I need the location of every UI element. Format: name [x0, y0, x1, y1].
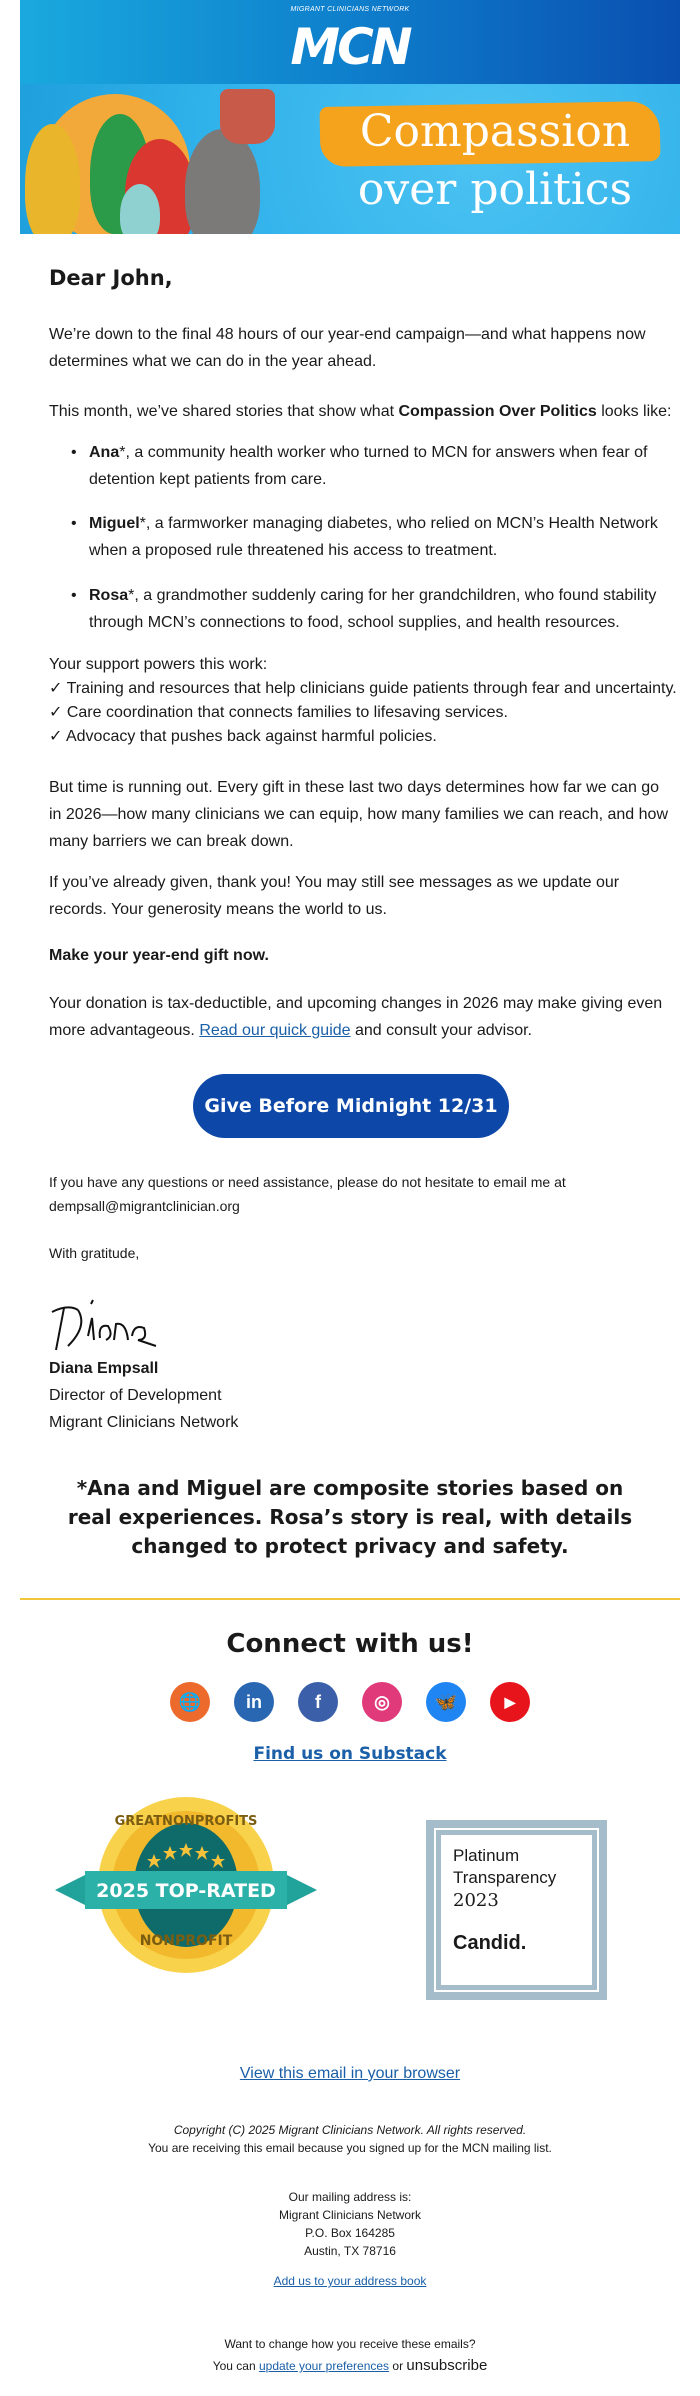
- candid-line1: Platinum: [453, 1846, 520, 1865]
- check-item: ✓ Advocacy that pushes back against harmful policies.: [49, 728, 437, 745]
- list-item: [89, 439, 674, 493]
- footnote: *Ana and Miguel are composite stories based on real experiences. Rosa’s story is real, with details changed to protect privacy and safety.: [67, 1476, 633, 1558]
- mcn-logo[interactable]: MCN: [290, 18, 410, 76]
- receiving-notice: You are receiving this email because you signed up for the MCN mailing list.: [148, 2141, 552, 2155]
- text: looks like:: [596, 403, 672, 420]
- candid-line2: Transparency: [453, 1868, 557, 1887]
- youtube-icon[interactable]: ▶: [490, 1682, 530, 1722]
- make-gift-heading: Make your year-end gift now.: [49, 947, 269, 964]
- divider: [20, 1598, 680, 1600]
- address-line: P.O. Box 164285: [305, 2226, 395, 2240]
- copyright: Copyright (C) 2025 Migrant Clinicians Network. All rights reserved.: [173, 2123, 527, 2137]
- candid-badge[interactable]: [426, 1820, 607, 2000]
- banner-title-line2: over politics: [357, 164, 633, 215]
- substack-link[interactable]: Find us on Substack: [253, 1744, 447, 1764]
- text: This month, we’ve shared stories that show what: [49, 403, 399, 420]
- view-in-browser-link[interactable]: View this email in your browser: [239, 2065, 461, 2082]
- stories-intro: [49, 398, 674, 425]
- instagram-icon[interactable]: ◎: [362, 1682, 402, 1722]
- address-book-link[interactable]: Add us to your address book: [273, 2274, 427, 2288]
- tax-paragraph: [49, 990, 674, 1044]
- list-item: [89, 582, 674, 636]
- badge-top-text: GREATNONPROFITS: [114, 1814, 258, 1829]
- story-text: *, a farmworker managing diabetes, who relied on MCN’s Health Network when a proposed rule threatened his access to treatment.: [89, 515, 658, 559]
- candid-inner: [441, 1835, 592, 1985]
- signature-image: [48, 1296, 163, 1354]
- candid-brand: Candid.: [453, 1932, 527, 1954]
- story-text: *, a grandmother suddenly caring for her grandchildren, who found stability through MCN’s connections to food, school supplies, and health resources.: [89, 587, 657, 631]
- connect-heading: Connect with us!: [226, 1629, 474, 1659]
- address-line: Our mailing address is:: [288, 2190, 412, 2204]
- campaign-banner: [20, 84, 680, 234]
- story-text: *, a community health worker who turned to MCN for answers when fear of detention kept patients from care.: [89, 444, 648, 488]
- give-button[interactable]: Give Before Midnight 12/31: [193, 1074, 509, 1138]
- check-item: ✓ Care coordination that connects families to lifesaving services.: [49, 704, 508, 721]
- text: Your donation is tax-deductible, and upcoming changes in 2026 may make giving even more advantageous.: [49, 995, 663, 1039]
- greeting: Dear John,: [49, 266, 173, 290]
- urgency-paragraph: But time is running out. Every gift in these last two days determines how far we can go in 2026—how many clinicians we can equip, how many families we can reach, and how many barriers we can break down.: [49, 779, 668, 850]
- text: You can: [212, 2359, 259, 2373]
- check-item: ✓ Training and resources that help clinicians guide patients through fear and uncertainty.: [49, 680, 677, 697]
- quick-guide-link[interactable]: Read our quick guide: [199, 1022, 351, 1039]
- unsubscribe-link[interactable]: unsubscribe: [406, 2357, 488, 2374]
- banner-title-line1: Compassion: [359, 106, 631, 157]
- story-name: Rosa: [89, 587, 129, 604]
- thanks-paragraph: If you’ve already given, thank you! You may still see messages as we update our records. Your generosity means the world to us.: [49, 874, 620, 918]
- questions-paragraph: If you have any questions or need assistance, please do not hesitate to email me at dempsall@migrantclinician.org: [49, 1174, 566, 1214]
- intro-paragraph: We’re down to the final 48 hours of our year-end campaign—and what happens now determines what we can do in the year ahead.: [49, 326, 646, 370]
- facebook-icon[interactable]: f: [298, 1682, 338, 1722]
- closing: With gratitude,: [49, 1245, 140, 1261]
- text: and consult your advisor.: [350, 1022, 532, 1039]
- story-name: Ana: [89, 444, 120, 461]
- globe-icon[interactable]: 🌐: [170, 1682, 210, 1722]
- change-prompt: Want to change how you receive these emails?: [224, 2337, 476, 2351]
- logo-subtitle: MIGRANT CLINICIANS NETWORK: [290, 6, 410, 13]
- header-logo-bar: [20, 0, 680, 84]
- list-item: [89, 510, 674, 564]
- person-figure: [185, 129, 260, 234]
- support-intro: Your support powers this work:: [49, 656, 268, 673]
- greatnonprofits-badge[interactable]: [55, 1795, 317, 1975]
- story-name: Miguel: [89, 515, 140, 532]
- update-preferences-link[interactable]: update your preferences: [258, 2359, 390, 2373]
- signer-org: Migrant Clinicians Network: [49, 1414, 239, 1431]
- badge-ribbon-text: 2025 TOP-RATED: [96, 1880, 276, 1902]
- signer-title: Director of Development: [49, 1387, 222, 1404]
- person-figure: [25, 124, 80, 234]
- text: or: [389, 2359, 407, 2373]
- bluesky-icon[interactable]: 🦋: [426, 1682, 466, 1722]
- linkedin-icon[interactable]: in: [234, 1682, 274, 1722]
- candid-year: 2023: [453, 1890, 499, 1911]
- campaign-name: Compassion Over Politics: [398, 403, 597, 420]
- badge-bottom-text: NONPROFIT: [139, 1933, 233, 1949]
- address-line: Austin, TX 78716: [304, 2244, 396, 2258]
- preferences-line: [0, 2357, 700, 2375]
- bucket: [220, 89, 275, 144]
- address-line: Migrant Clinicians Network: [278, 2208, 422, 2222]
- signer-name: Diana Empsall: [49, 1360, 159, 1377]
